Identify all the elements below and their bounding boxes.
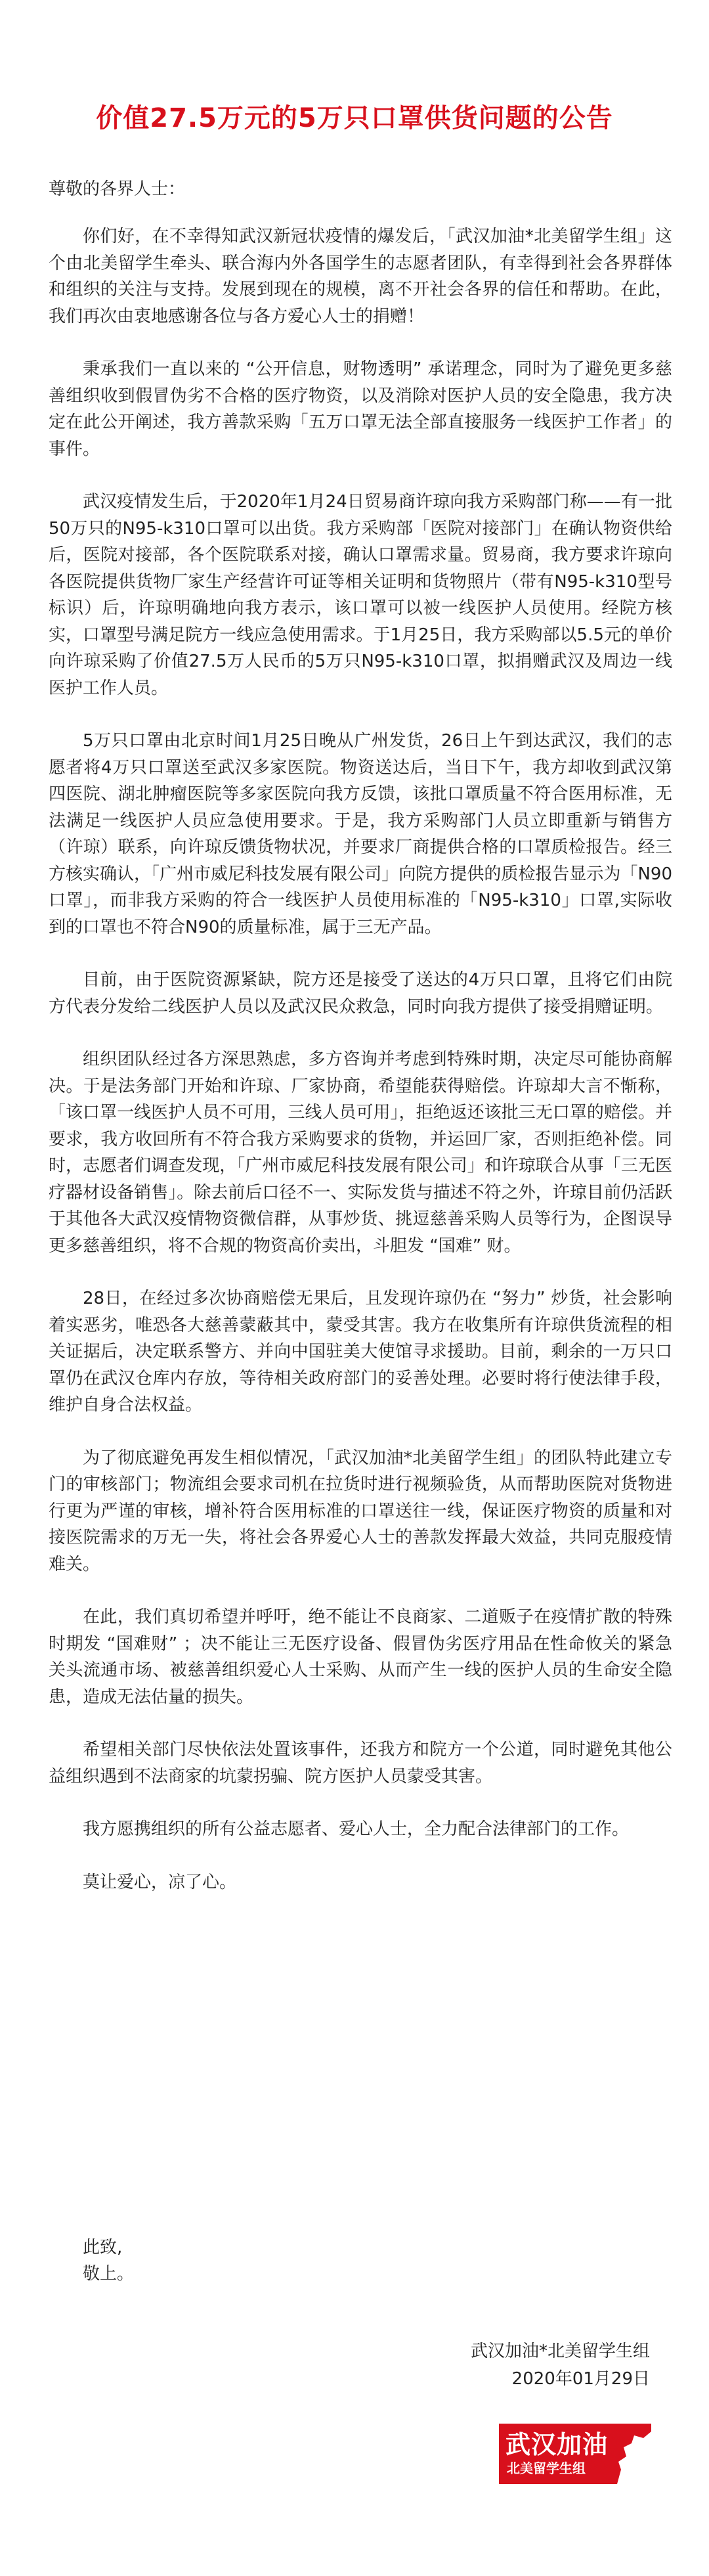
paragraph: 为了彻底避免再发生相似情况，「武汉加油*北美留学生组」的团队特此建立专门的审核部门；物流组会要求司机在拉货时进行视频验货，从而帮助医院对货物进行更为严谨的审核，增补符合医用标准的口罩送往一线，保证医疗物资的质量和对接医院需求的万无一失，将社会各界爱心人士的善款发挥最大效益，共同克服疫情难关。 <box>49 1448 672 1574</box>
logo-sub-text: 北美留学生组 <box>507 2460 586 2476</box>
paragraph: 目前，由于医院资源紧缺，院方还是接受了送达的4万只口罩，且将它们由院方代表分发给二线医护人员以及武汉民众救急，同时向我方提供了接受捐赠证明。 <box>49 970 672 1017</box>
announcement-body <box>49 223 672 1922</box>
paragraph: 你们好，在不幸得知武汉新冠状疫情的爆发后，「武汉加油*北美留学生组」这个由北美留学生牵头、联合海内外各国学生的志愿者团队，有幸得到社会各界群体和组织的关注与支持。发展到现在的规模，离不开社会各界的信任和帮助。在此，我们再次由衷地感谢各位与各方爱心人士的捐赠！ <box>49 227 672 326</box>
map-shape-icon <box>612 2424 651 2484</box>
paragraph: 在此，我们真切希望并呼吁，绝不能让不良商家、二道贩子在疫情扩散的特殊时期发 “国难财” ；决不能让三无医疗设备、假冒伪劣医疗用品在性命攸关的紧急关头流通市场、被慈善组织爱心人士采购、从而产生一线的医护人员的生命安全隐患，造成无法估量的损失。 <box>49 1607 672 1707</box>
paragraph: 莫让爱心，凉了心。 <box>83 1872 237 1892</box>
paragraph: 我方愿携组织的所有公益志愿者、爱心人士，全力配合法律部门的工作。 <box>83 1819 630 1839</box>
paragraph: 希望相关部门尽快依法处置该事件，还我方和院方一个公道，同时避免其他公益组织遇到不法商家的坑蒙拐骗、院方医护人员蒙受其害。 <box>49 1740 672 1787</box>
paragraph: 武汉疫情发生后，于2020年1月24日贸易商许琼向我方采购部门称——有一批50万只的N95-k310口罩可以出货。我方采购部「医院对接部门」在确认物资供给后，医院对接部，各个医院联系对接，确认口罩需求量。贸易商，我方要求许琼向各医院提供货物厂家生产经营许可证等相关证明和货物照片（带有N95-k310型号标识）后，许琼明确地向我方表示，该口罩可以被一线医护人员使用。经院方核实，口罩型号满足院方一线应急使用需求。于1月25日，我方采购部以5.5元的单价向许琼采购了价值27.5万人民币的5万只N95-k310口罩，拟捐赠武汉及周边一线医护工作人员。 <box>49 492 672 698</box>
organization-logo <box>499 2424 651 2484</box>
paragraph: 28日，在经过多次协商赔偿无果后，且发现许琼仍在 “努力” 炒货，社会影响着实恶劣，唯恐各大慈善蒙蔽其中，蒙受其害。我方在收集所有许琼供货流程的相关证据后，决定联系警方、并向中国驻美大使馆寻求援助。目前，剩余的一万只口罩仍在武汉仓库内存放，等待相关政府部门的妥善处理。必要时将行使法律手段，维护自身合法权益。 <box>49 1289 672 1415</box>
salutation: 尊敬的各界人士： <box>49 179 186 199</box>
paragraph: 组织团队经过各方深思熟虑，多方咨询并考虑到特殊时期，决定尽可能协商解决。于是法务部门开始和许琼、厂家协商，希望能获得赔偿。许琼却大言不惭称，「该口罩一线医护人员不可用，三线人员可用」，拒绝返还该批三无口罩的赔偿。并要求，我方收回所有不符合我方采购要求的货物，并运回厂家，否则拒绝补偿。同时，志愿者们调查发现，「广州市威尼科技发展有限公司」和许琼联合从事「三无医疗器材设备销售」。除去前后口径不一、实际发货与描述不符之外，许琼目前仍活跃于其他各大武汉疫情物资微信群，从事炒货、挑逗慈善采购人员等行为，企图误导更多慈善组织，将不合规的物资高价卖出，斗胆发 “国难” 财。 <box>49 1050 672 1256</box>
paragraph: 秉承我们一直以来的 “公开信息，财物透明” 承诺理念，同时为了避免更多慈善组织收到假冒伪劣不合格的医疗物资，以及消除对医护人员的安全隐患，我方决定在此公开阐述，我方善款采购「五万口罩无法全部直接服务一线医护工作者」的事件。 <box>49 359 672 459</box>
logo-main-text: 武汉加油 <box>505 2430 609 2459</box>
page-title: 价值27.5万元的5万只口罩供货问题的公告 <box>96 103 613 133</box>
signature-date: 2020年01月29日 <box>511 2369 650 2389</box>
closing-sign-off: 敬上。 <box>83 2264 135 2284</box>
paragraph: 5万只口罩由北京时间1月25日晚从广州发货，26日上午到达武汉，我们的志愿者将4万只口罩送至武汉多家医院。物资送达后，当日下午，我方却收到武汉第四医院、湖北肿瘤医院等多家医院向我方反馈，该批口罩质量不符合医用标准，无法满足一线医护人员应急使用要求。于是，我方采购部门人员立即重新与销售方（许琼）联系，向许琼反馈货物状况，并要求厂商提供合格的口罩质检报告。经三方核实确认，「广州市威尼科技发展有限公司」向院方提供的质检报告显示为「N90口罩」，而非我方采购的符合一线医护人员使用标准的「N95-k310」口罩,实际收到的口罩也不符合N90的质量标准，属于三无产品。 <box>49 731 672 937</box>
signature-org: 武汉加油*北美留学生组 <box>470 2342 650 2361</box>
closing-regards: 此致, <box>83 2238 123 2257</box>
